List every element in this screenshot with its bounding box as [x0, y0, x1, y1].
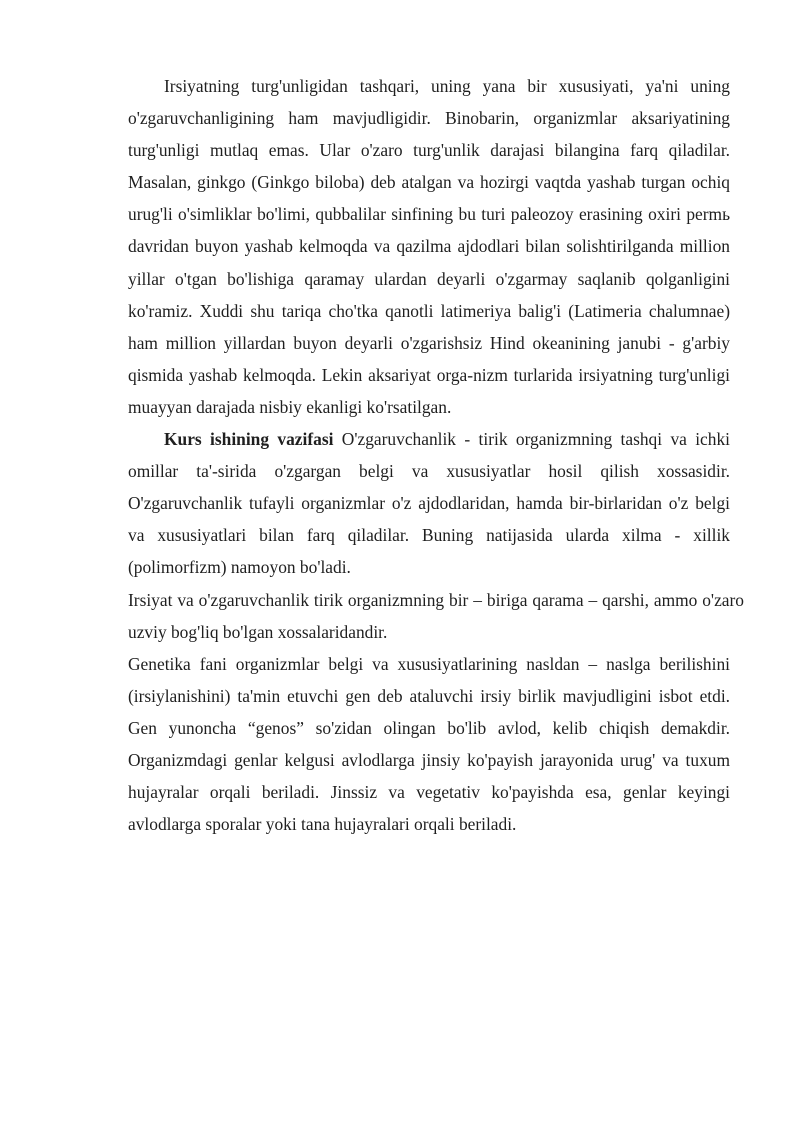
paragraph-course-task — [128, 423, 730, 583]
course-task-heading: Kurs ishining vazifasi — [164, 429, 334, 450]
paragraph-heredity-stability: Irsiyatning turg'unligidan tashqari, uning yana bir xususiyati, ya'ni uning o'zgaruvchanligining ham mavjudligidir. Binobarin, organizmlar aksariyatining turg'unligi mutlaq emas. Ular o'zaro turg'unlik darajasi bilangina farq qiladilar. Masalan, ginkgo (Ginkgo biloba) deb atalgan va hozirgi vaqtda yashab turgan ochiq urug'li o'simliklar bo'limi, qubbalilar sinfining bu turi paleozoy erasining oxiri permь davridan buyon yashab kelmoqda va qazilma ajdodlari bilan solishtirilganda million yillar o'tgan bo'lishiga qaramay ulardan deyarli o'zgarmay saqlanib qolganligini ko'ramiz. Xuddi shu tariqa cho'tka qanotli latimeriya balig'i (Latimeria chalumnae) ham million yillardan buyon deyarli o'zgarishsiz Hind okeanining janubi - g'arbiy qismida yashab kelmoqda. Lekin aksariyat orga-nizm turlarida irsiyatning turg'unligi muayyan darajada nisbiy ekanligi ko'rsatilgan. — [128, 76, 730, 417]
course-task-text: O'zgaruvchanlik - tirik organizmning tashqi va ichki omillar ta'-sirida o'zgargan belgi va xususiyatlar hosil qilish xossasidir. O'zgaruvchanlik tufayli organizmlar o'z ajdodlaridan, hamda bir-birlaridan o'z belgi va xususiyatlari bilan farq qiladilar. Buning natijasida ularda xilma - xillik (polimorfizm) namoyon bo'ladi. — [128, 429, 730, 578]
paragraph-heredity-variability: Irsiyat va o'zgaruvchanlik tirik organizmning bir – biriga qarama – qarshi, ammo o'zaro uzviy bog'liq bo'lgan xossalaridandir. — [128, 589, 744, 642]
document-page — [128, 70, 744, 840]
paragraph-genetics: Genetika fani organizmlar belgi va xususiyatlarining nasldan – naslga berilishini (irsiylanishini) ta'min etuvchi gen deb ataluvchi irsiy birlik mavjudligini isbot etdi. Gen yunoncha “genos” so'zidan olingan bo'lib avlod, kelib chiqish demakdir. Organizmdagi genlar kelgusi avlodlarga jinsiy ko'payish jarayonida urug' va tuxum hujayralar orqali beriladi. Jinssiz va vegetativ ko'payishda esa, genlar keyingi avlodlarga sporalar yoki tana hujayralari orqali beriladi. — [128, 653, 730, 835]
